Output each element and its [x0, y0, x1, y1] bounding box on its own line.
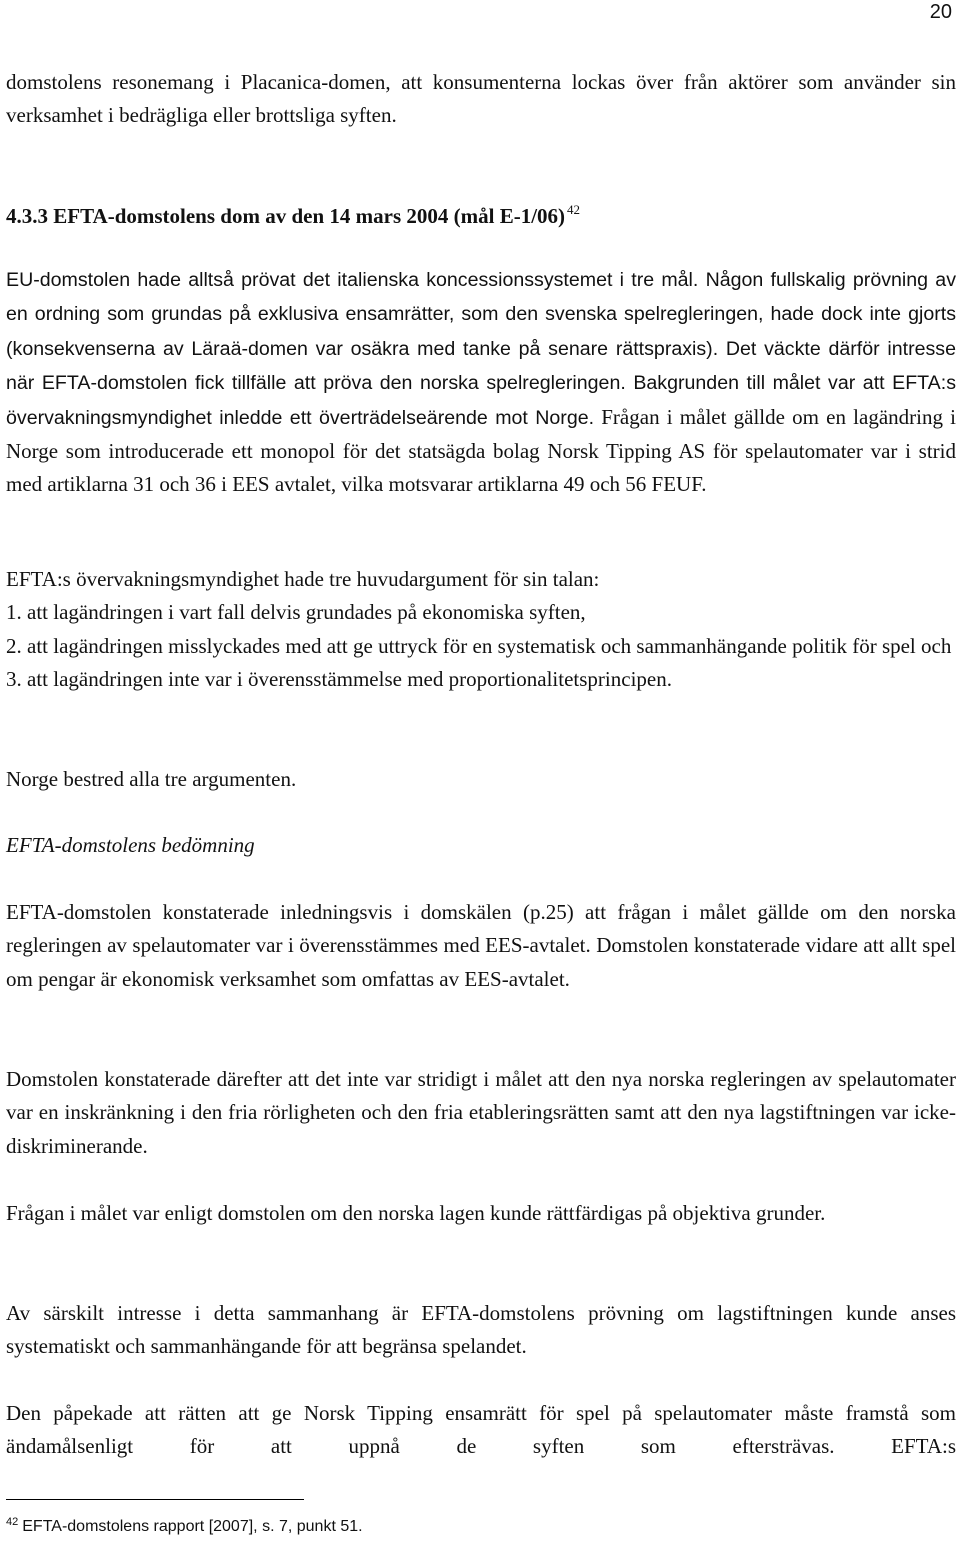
section-heading-text: 4.3.3 EFTA-domstolens dom av den 14 mars 2004 (mål E-1/06) [6, 204, 566, 228]
arguments-intro: EFTA:s övervakningsmyndighet hade tre huvudargument för sin talan: [6, 567, 600, 591]
assessment-paragraph-5-text: Den påpekade att rätten att ge Norsk Tipping ensamrätt för spel på spelautomater måste framstå som ändamålsenligt för att uppnå de syften som eftersträvas. EFTA:s [6, 1401, 956, 1459]
assessment-paragraph-3 [6, 1197, 956, 1230]
section-heading [6, 193, 580, 233]
assessment-paragraph-4 [6, 1297, 956, 1364]
footnote-number: 42 [6, 1516, 19, 1528]
assessment-paragraph-4-text: Av särskilt intresse i detta sammanhang är EFTA-domstolens prövning om lagstiftningen kunde anses systematiskt och sammanhängande för att begränsa spelandet. [6, 1301, 956, 1359]
paragraph-background-text [6, 263, 956, 502]
paragraph-background-serif-part: Frågan i målet gällde om en lagändring i Norge som introducerade ett monopol för det statsägda bolag Norsk Tipping AS för spelautomater var i strid med artiklarna 31 och 36 i EES avtalet, vilka motsvarar artiklarna 49 och 56 FEUF. [6, 404, 956, 497]
footnote-divider [6, 1499, 304, 1500]
argument-item: 3. att lagändringen inte var i överensstämmelse med proportionalitetsprincipen. [6, 667, 672, 692]
intro-paragraph [6, 66, 956, 133]
assessment-paragraph-1-text: EFTA-domstolen konstaterade inledningsvis i domskälen (p.25) att frågan i målet gällde om den norska regleringen av spelautomater var i överensstämmes med EES-avtalet. Domstolen konstaterade vidare att allt spel om pengar är ekonomisk verksamhet som omfattas av EES-avtalet. [6, 900, 956, 991]
assessment-paragraph-1 [6, 896, 956, 996]
argument-item: 2. att lagändringen misslyckades med att ge uttryck för en systematisk och sammanhängande politik för spel och [6, 633, 952, 658]
footnote-reference[interactable]: 42 [567, 202, 581, 217]
argument-item: 1. att lagändringen i vart fall delvis grundades på ekonomiska syften, [6, 600, 586, 625]
subheading-text: EFTA-domstolens bedömning [6, 833, 255, 857]
footnote-text: EFTA-domstolens rapport [2007], s. 7, punkt 51. [22, 1518, 363, 1535]
norway-response [6, 763, 956, 796]
assessment-paragraph-3-text: Frågan i målet var enligt domstolen om den norska lagen kunde rättfärdigas på objektiva grunder. [6, 1201, 826, 1225]
page-number: 20 [929, 1, 952, 23]
assessment-paragraph-2-text: Domstolen konstaterade därefter att det inte var stridigt i målet att den nya norska regleringen av spelautomater var en inskränkning i den fria rörligheten och den fria etableringsrätten samt att den nya lagstiftningen var icke-diskriminerande. [6, 1067, 956, 1158]
arguments-block [6, 563, 956, 697]
footnote [6, 1510, 363, 1539]
intro-paragraph-text: domstolens resonemang i Placanica-domen, att konsumenterna lockas över från aktörer som använder sin verksamhet i bedrägliga eller brottsliga syften. [6, 70, 956, 128]
assessment-paragraph-2 [6, 1063, 956, 1163]
paragraph-background [6, 263, 956, 502]
paragraph-background-sans-part: EU-domstolen hade alltså prövat det italienska koncessionssystemet i tre mål. Någon fullskalig prövning av en ordning som grundas på exklusiva ensamrätter, som den svenska spelregleringen, hade dock inte gjorts (konsekvenserna av Läraä-domen var osäkra med tanke på senare rättspraxis). Det väckte därför intresse när EFTA-domstolen fick tillfälle att pröva den norska spelregleringen. Bakgrunden till målet var att EFTA:s övervakningsmyndighet inledde ett överträdelseärende mot Norge. [6, 269, 956, 429]
assessment-paragraph-5 [6, 1397, 956, 1464]
norway-response-text: Norge bestred alla tre argumenten. [6, 767, 297, 791]
subheading [6, 829, 956, 862]
